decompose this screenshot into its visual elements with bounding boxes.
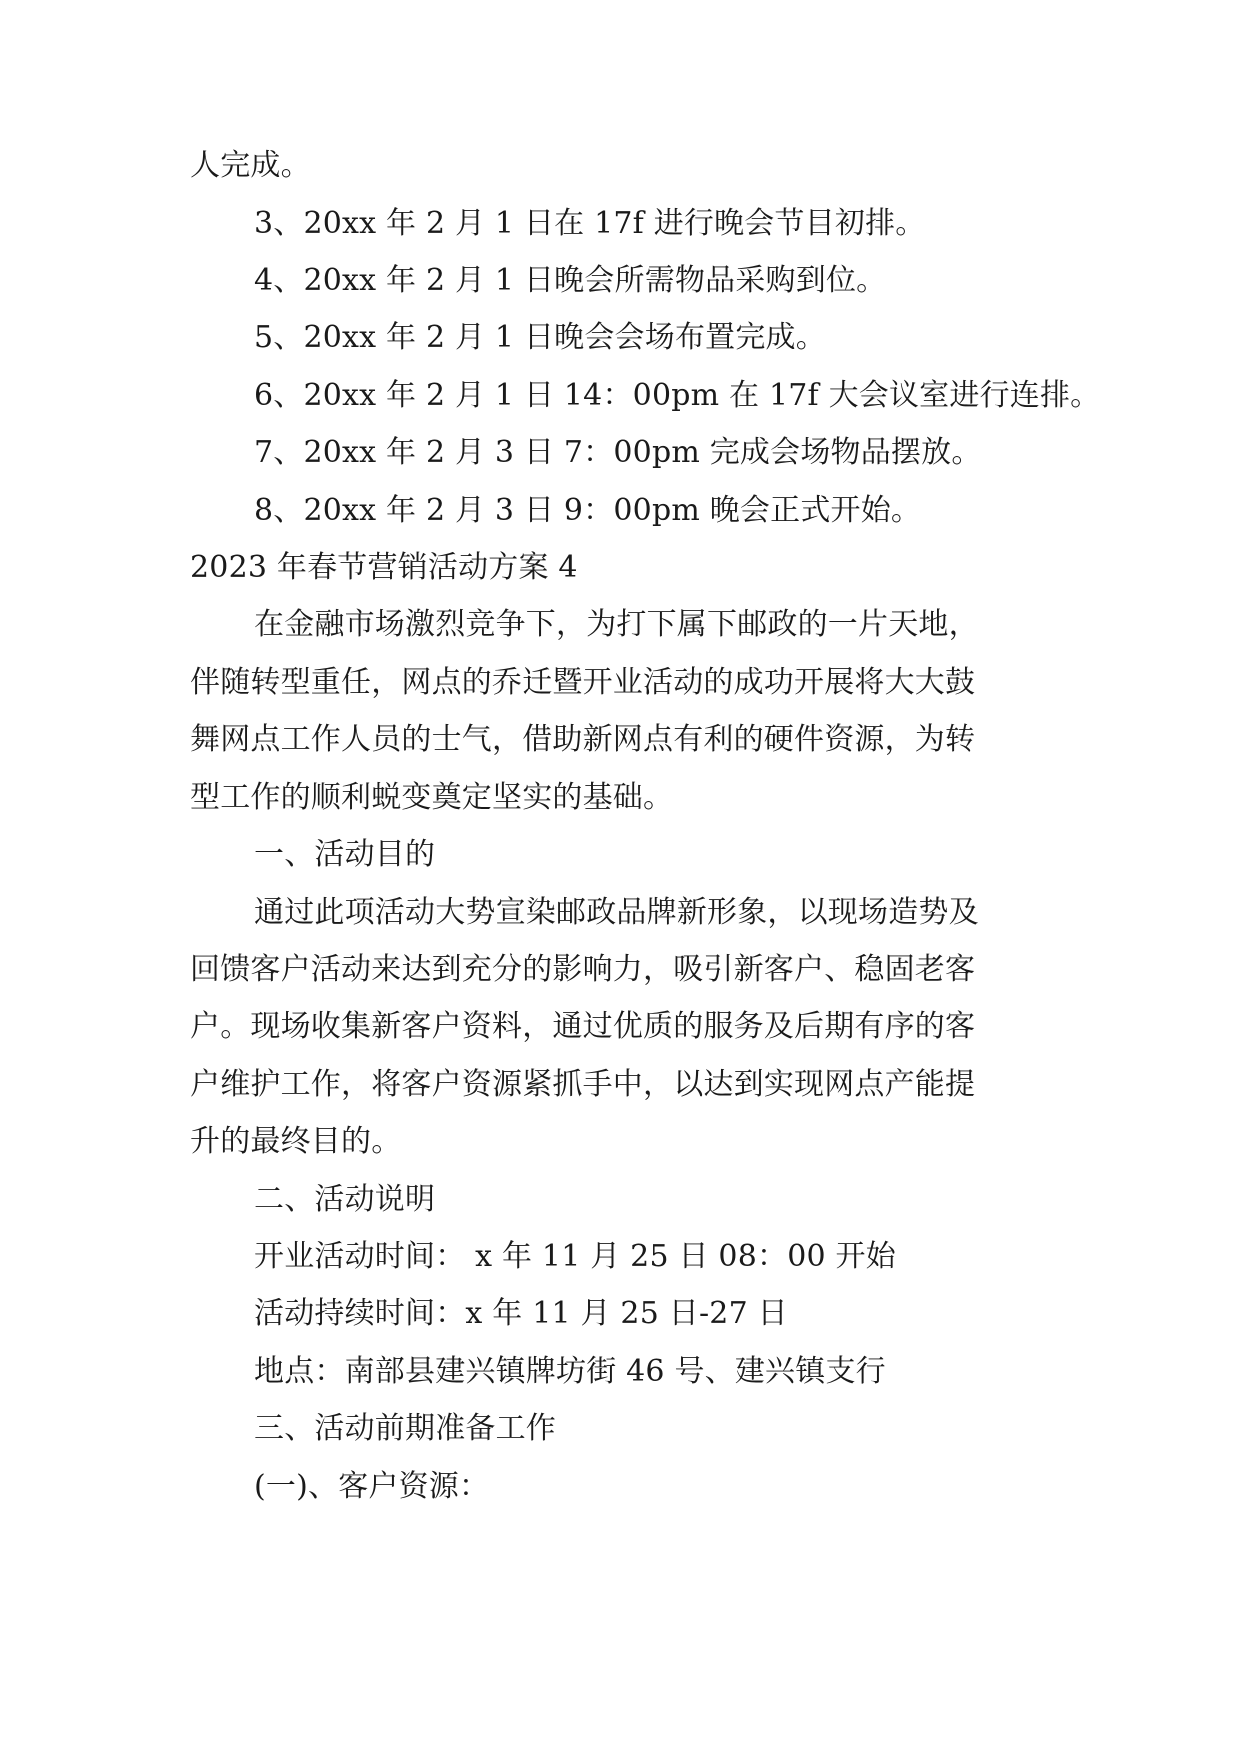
paragraph-line: 伴随转型重任，网点的乔迁暨开业活动的成功开展将大大鼓 [190,665,976,700]
heading-description: 二、活动说明 [254,1182,436,1217]
heading-objective: 一、活动目的 [254,837,436,872]
paragraph-line: 户。现场收集新客户资料，通过优质的服务及后期有序的客 [190,1009,976,1044]
paragraph-line: 通过此项活动大势宣染邮政品牌新形象，以现场造势及 [254,895,979,930]
section-title: 2023 年春节营销活动方案 4 [190,550,578,585]
paragraph-line: 在金融市场激烈竞争下，为打下属下邮政的一片天地， [254,607,979,642]
schedule-item: 5、20xx 年 2 月 1 日晚会会场布置完成。 [254,320,826,355]
schedule-item: 7、20xx 年 2 月 3 日 7：00pm 完成会场物品摆放。 [254,435,982,470]
schedule-item: 3、20xx 年 2 月 1 日在 17f 进行晚会节目初排。 [254,206,926,241]
event-location: 地点：南部县建兴镇牌坊街 46 号、建兴镇支行 [254,1354,886,1389]
paragraph-line: 回馈客户活动来达到充分的影响力，吸引新客户、稳固老客 [190,952,976,987]
heading-preparation: 三、活动前期准备工作 [254,1411,556,1446]
paragraph-line: 舞网点工作人员的士气，借助新网点有利的硬件资源，为转 [190,722,976,757]
paragraph-line: 户维护工作，将客户资源紧抓手中，以达到实现网点产能提 [190,1067,976,1102]
schedule-item: 4、20xx 年 2 月 1 日晚会所需物品采购到位。 [254,263,887,298]
schedule-item: 8、20xx 年 2 月 3 日 9：00pm 晚会正式开始。 [254,493,922,528]
paragraph-line: 升的最终目的。 [190,1124,402,1159]
schedule-item: 6、20xx 年 2 月 1 日 14：00pm 在 17f 大会议室进行连排。 [254,378,1101,413]
text-line: 人完成。 [190,148,311,183]
paragraph-line: 型工作的顺利蜕变奠定坚实的基础。 [190,780,674,815]
event-time: 开业活动时间： x 年 11 月 25 日 08：00 开始 [254,1239,896,1274]
event-duration: 活动持续时间：x 年 11 月 25 日-27 日 [254,1296,788,1331]
subheading-customer-resources: (一)、客户资源： [254,1469,490,1504]
